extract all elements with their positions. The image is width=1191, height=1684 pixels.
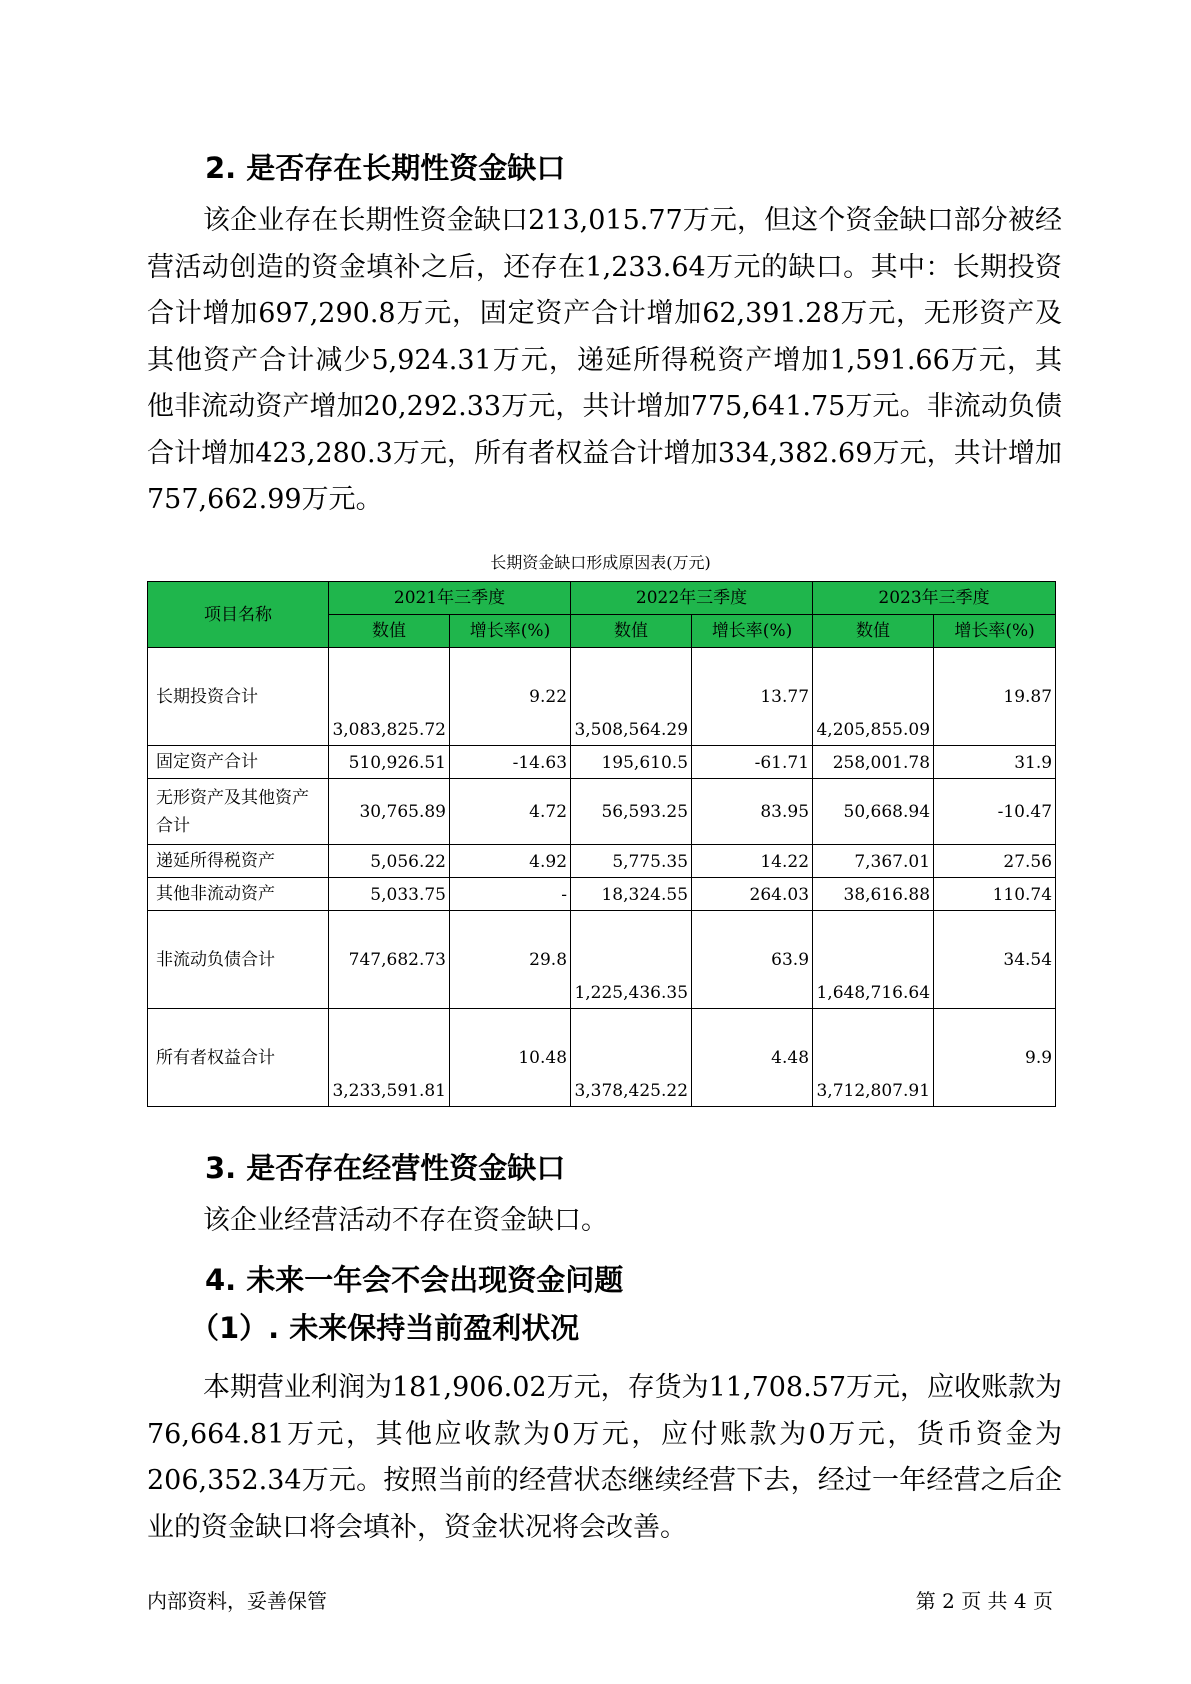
section-3-paragraph: 该企业经营活动不存在资金缺口。 [203, 1205, 608, 1236]
col-header-value: 数值 [329, 615, 450, 648]
cell-growth: 4.72 [450, 779, 571, 845]
cell-growth: -61.71 [692, 746, 813, 779]
table-row [148, 878, 1056, 911]
section-2-heading: 2. 是否存在长期性资金缺口 [205, 151, 566, 185]
cell-growth: 4.48 [692, 1009, 813, 1107]
cell-growth: 13.77 [692, 648, 813, 746]
col-header-growth: 增长率(%) [692, 615, 813, 648]
section-4-subheading: （1）. 未来保持当前盈利状况 [190, 1311, 580, 1345]
cell-value: 3,233,591.81 [329, 1009, 450, 1107]
row-name: 无形资产及其他资产合计 [148, 779, 329, 845]
section-2-paragraph: 该企业存在长期性资金缺口213,015.77万元，但这个资金缺口部分被经营活动创造的资金填补之后，还存在1,233.64万元的缺口。其中：长期投资合计增加697,290.8万元，固定资产合计增加62,391.28万元，无形资产及其他资产合计减少5,924.31万元，递延所得税资产增加1,591.66万元，其他非流动资产增加20,292.33万元，共计增加775,641.75万元。非流动负债合计增加423,280.3万元，所有者权益合计增加334,382.69万元，共计增加757,662.99万元。 [147, 205, 1062, 515]
row-name: 非流动负债合计 [148, 911, 329, 1009]
cell-growth: 9.9 [934, 1009, 1056, 1107]
cell-value: 50,668.94 [813, 779, 934, 845]
row-name: 长期投资合计 [148, 648, 329, 746]
table-row [148, 648, 1056, 746]
cell-value: 5,056.22 [329, 845, 450, 878]
cell-growth: 19.87 [934, 648, 1056, 746]
row-name: 递延所得税资产 [148, 845, 329, 878]
cell-value: 3,712,807.91 [813, 1009, 934, 1107]
cell-value: 510,926.51 [329, 746, 450, 779]
col-header-year: 2021年三季度 [329, 582, 571, 615]
cell-value: 5,775.35 [571, 845, 692, 878]
row-name: 其他非流动资产 [148, 878, 329, 911]
cell-growth: 63.9 [692, 911, 813, 1009]
col-header-growth: 增长率(%) [934, 615, 1056, 648]
cell-value: 195,610.5 [571, 746, 692, 779]
cell-growth: 264.03 [692, 878, 813, 911]
table-caption: 长期资金缺口形成原因表(万元) [490, 553, 711, 572]
cell-value: 38,616.88 [813, 878, 934, 911]
table-row [148, 779, 1056, 845]
cell-value: 1,648,716.64 [813, 911, 934, 1009]
row-name: 所有者权益合计 [148, 1009, 329, 1107]
cell-growth: 34.54 [934, 911, 1056, 1009]
cell-value: 7,367.01 [813, 845, 934, 878]
row-name: 固定资产合计 [148, 746, 329, 779]
cell-growth: 31.9 [934, 746, 1056, 779]
cell-value: 1,225,436.35 [571, 911, 692, 1009]
cell-growth: 9.22 [450, 648, 571, 746]
cell-value: 747,682.73 [329, 911, 450, 1009]
cell-growth: 83.95 [692, 779, 813, 845]
table-row [148, 1009, 1056, 1107]
cell-value: 56,593.25 [571, 779, 692, 845]
cell-growth: 110.74 [934, 878, 1056, 911]
cell-value: 5,033.75 [329, 878, 450, 911]
cell-value: 3,083,825.72 [329, 648, 450, 746]
cell-growth: 27.56 [934, 845, 1056, 878]
cell-growth: -14.63 [450, 746, 571, 779]
footer-left: 内部资料，妥善保管 [147, 1589, 327, 1613]
table-row [148, 911, 1056, 1009]
cell-growth: -10.47 [934, 779, 1056, 845]
section-4-heading: 4. 未来一年会不会出现资金问题 [205, 1263, 624, 1297]
table-row [148, 746, 1056, 779]
cell-growth: 29.8 [450, 911, 571, 1009]
col-header-value: 数值 [571, 615, 692, 648]
col-header-value: 数值 [813, 615, 934, 648]
cell-value: 3,508,564.29 [571, 648, 692, 746]
footer-page-number: 第 2 页 共 4 页 [915, 1589, 1053, 1613]
col-header-item: 项目名称 [148, 582, 329, 648]
cell-growth: - [450, 878, 571, 911]
long-term-gap-table [147, 581, 1056, 1107]
col-header-year: 2023年三季度 [813, 582, 1056, 615]
cell-growth: 10.48 [450, 1009, 571, 1107]
col-header-year: 2022年三季度 [571, 582, 813, 615]
cell-value: 18,324.55 [571, 878, 692, 911]
cell-growth: 14.22 [692, 845, 813, 878]
section-4-paragraph: 本期营业利润为181,906.02万元，存货为11,708.57万元，应收账款为76,664.81万元，其他应收款为0万元，应付账款为0万元，货币资金为206,352.34万元。按照当前的经营状态继续经营下去，经过一年经营之后企业的资金缺口将会填补，资金状况将会改善。 [147, 1372, 1063, 1543]
cell-growth: 4.92 [450, 845, 571, 878]
cell-value: 30,765.89 [329, 779, 450, 845]
table-row [148, 845, 1056, 878]
cell-value: 258,001.78 [813, 746, 934, 779]
section-3-heading: 3. 是否存在经营性资金缺口 [205, 1151, 566, 1185]
col-header-growth: 增长率(%) [450, 615, 571, 648]
cell-value: 4,205,855.09 [813, 648, 934, 746]
cell-value: 3,378,425.22 [571, 1009, 692, 1107]
